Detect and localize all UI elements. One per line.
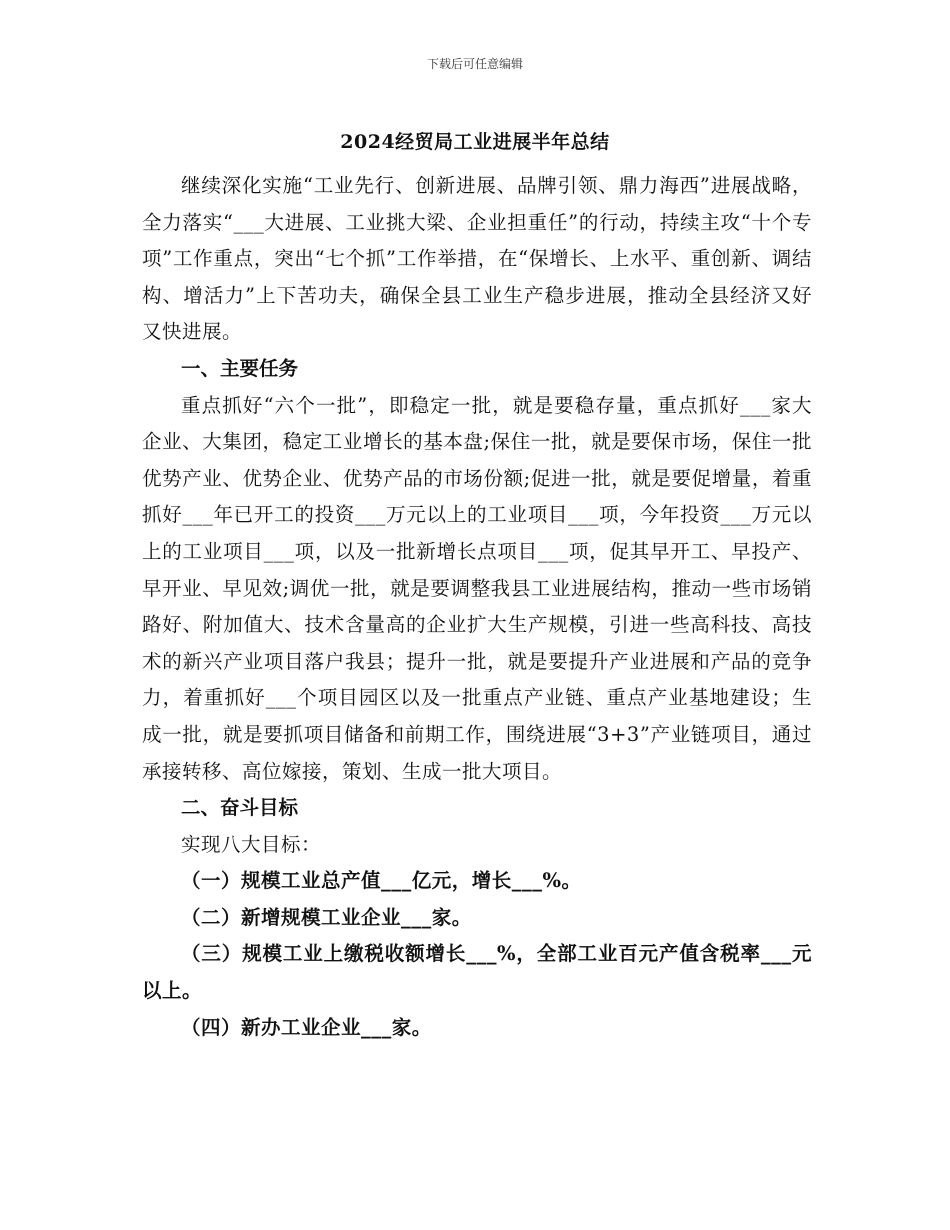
goal-item: （三）规模工业上缴税收额增长___%，全部工业百元产值含税率___元以上。 bbox=[142, 942, 812, 1003]
section-heading-goals: 二、奋斗目标 bbox=[181, 796, 299, 820]
section-heading-main-tasks: 一、主要任务 bbox=[181, 356, 299, 380]
intro-paragraph: 继续深化实施“工业先行、创新进展、品牌引领、鼎力海西”进展战略，全力落实“___大进展、工业挑大梁、企业担重任”的行动，持续主攻“十个专项”工作重点，突出“七个抓”工作举措，在“保增长、上水平、重创新、调结构、增活力”上下苦功夫，确保全县工业生产稳步进展，推动全县经济又好又快进展。 bbox=[142, 174, 812, 344]
goal-item: （一）规模工业总产值___亿元，增长___%。 bbox=[181, 869, 582, 893]
main-tasks-paragraph: 重点抓好“六个一批”，即稳定一批，就是要稳存量，重点抓好___家大企业、大集团，稳定工业增长的基本盘;保住一批，就是要保市场，保住一批优势产业、优势企业、优势产品的市场份额;促进一批，就是要促增量，着重抓好___年已开工的投资___万元以上的工业项目___项，今年投资___万元以上的工业项目___项，以及一批新增长点项目___项，促其早开工、早投产、早开业、早见效;调优一批，就是要调整我县工业进展结构，推动一些市场销路好、附加值大、技术含量高的企业扩大生产规模，引进一些高科技、高技术的新兴产业项目落户我县；提升一批，就是要提升产业进展和产品的竞争力，着重抓好___个项目园区以及一批重点产业链、重点产业基地建设；生成一批，就是要抓项目储备和前期工作，围绕进展“3+3”产业链项目，通过承接转移、高位嫁接，策划、生成一批大项目。 bbox=[142, 393, 812, 783]
document-title: 2024经贸局工业进展半年总结 bbox=[340, 131, 610, 153]
goal-item: （四）新办工业企业___家。 bbox=[181, 1015, 432, 1039]
goals-intro: 实现八大目标： bbox=[181, 832, 322, 856]
document-body bbox=[142, 168, 812, 1046]
goal-item: （二）新增规模工业企业___家。 bbox=[181, 905, 472, 929]
page-header-note: 下载后可任意编辑 bbox=[426, 57, 523, 71]
